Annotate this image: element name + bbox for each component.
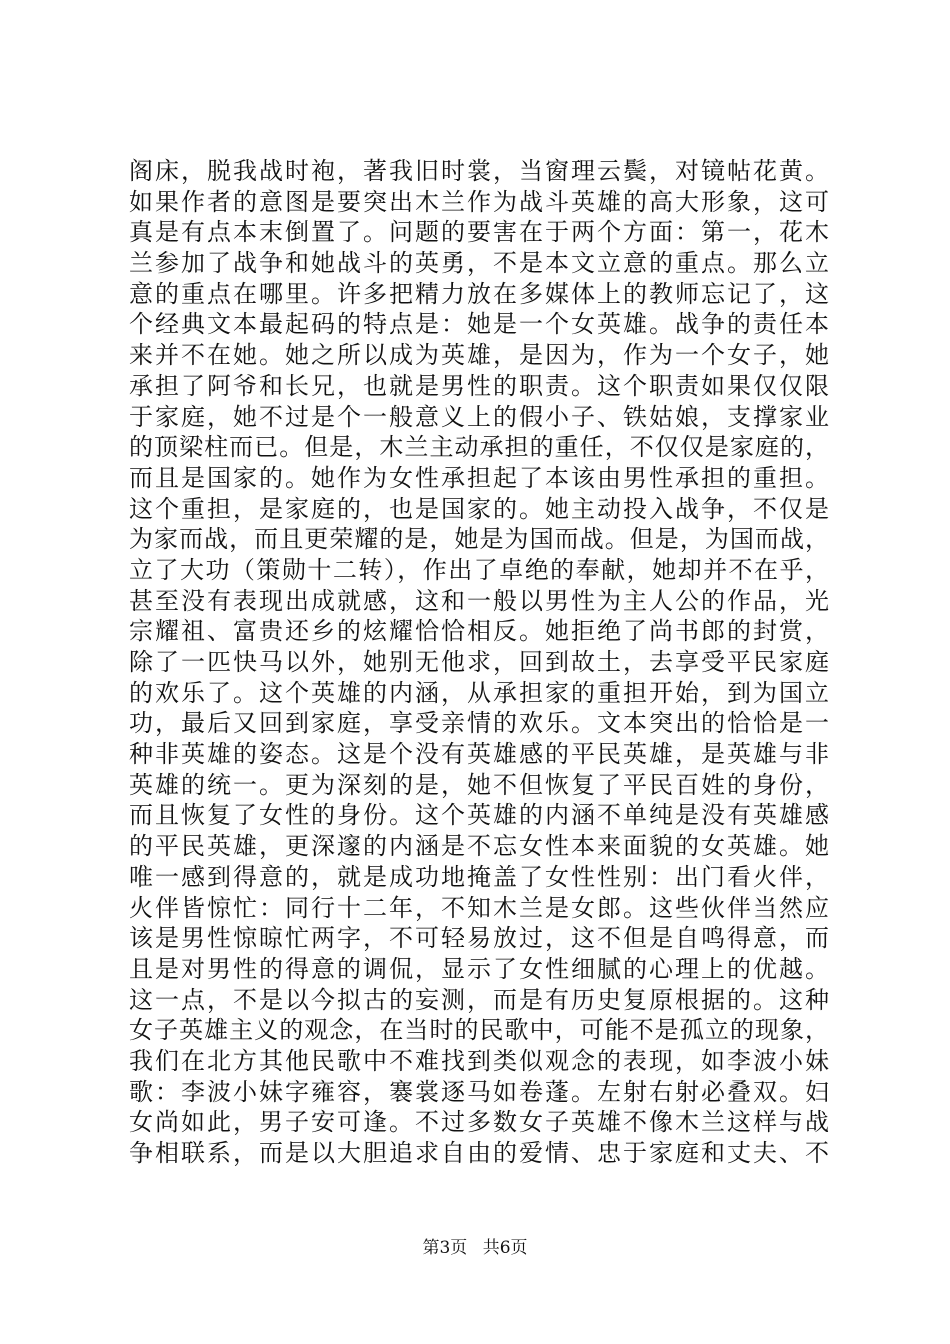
text-line: 唯一感到得意的，就是成功地掩盖了女性性别：出门看火伴， (129, 862, 829, 891)
text-line: 种非英雄的姿态。这是个没有英雄感的平民英雄，是英雄与非 (129, 740, 829, 769)
text-line: 除了一匹快马以外，她别无他求，回到故土，去享受平民家庭 (129, 648, 829, 676)
text-line: 而且恢复了女性的身份。这个英雄的内涵不单纯是没有英雄感 (129, 801, 829, 830)
text-line: 女子英雄主义的观念，在当时的民歌中，可能不是孤立的现象， (129, 1016, 829, 1045)
text-line: 个经典文本最起码的特点是：她是一个女英雄。战争的责任本 (129, 310, 829, 339)
text-line: 阁床，脱我战时袍，著我旧时裳，当窗理云鬓，对镜帖花黄。 (129, 157, 829, 185)
text-line: 我们在北方其他民歌中不难找到类似观念的表现，如李波小妹 (129, 1046, 829, 1075)
text-line: 宗耀祖、富贵还乡的炫耀恰恰相反。她拒绝了尚书郎的封赏， (129, 617, 829, 646)
text-line: 立了大功（策勋十二转），作出了卓绝的奉献，她却并不在乎， (129, 555, 829, 584)
text-line: 争相联系，而是以大胆追求自由的爱情、忠于家庭和丈夫、不 (129, 1139, 829, 1167)
text-line: 女尚如此，男子安可逢。不过多数女子英雄不像木兰这样与战 (129, 1108, 829, 1137)
page-footer (0, 1236, 950, 1260)
text-line: 火伴皆惊忙：同行十二年，不知木兰是女郎。这些伙伴当然应 (129, 893, 829, 922)
text-line: 来并不在她。她之所以成为英雄，是因为，作为一个女子，她 (129, 341, 829, 370)
text-line: 为家而战，而且更荣耀的是，她是为国而战。但是，为国而战， (129, 525, 829, 554)
text-line: 承担了阿爷和长兄，也就是男性的职责。这个职责如果仅仅限 (129, 371, 829, 400)
page-total: 共6页 (482, 1238, 528, 1258)
text-line: 如果作者的意图是要突出木兰作为战斗英雄的高大形象，这可 (129, 187, 829, 216)
text-line: 且是对男性的得意的调侃，显示了女性细腻的心理上的优越。 (129, 954, 829, 983)
text-line: 该是男性惊晾忙两字，不可轻易放过，这不但是自鸣得意，而 (129, 924, 829, 953)
text-line: 甚至没有表现出成就感，这和一般以男性为主人公的作品，光 (129, 586, 829, 615)
text-line: 于家庭，她不过是个一般意义上的假小子、铁姑娘，支撑家业 (129, 402, 829, 431)
text-line: 这个重担，是家庭的，也是国家的。她主动投入战争，不仅是 (129, 494, 829, 523)
text-line: 歌：李波小妹字雍容，褰裳逐马如卷蓬。左射右射必叠双。妇 (129, 1077, 829, 1106)
text-line: 的顶梁柱而已。但是，木兰主动承担的重任，不仅仅是家庭的， (129, 433, 829, 462)
text-line: 兰参加了战争和她战斗的英勇，不是本文立意的重点。那么立 (129, 249, 829, 278)
body-text (129, 156, 829, 1169)
text-line: 的平民英雄，更深邃的内涵是不忘女性本来面貌的女英雄。她 (129, 832, 829, 861)
text-line: 英雄的统一。更为深刻的是，她不但恢复了平民百姓的身份， (129, 770, 829, 799)
text-line: 意的重点在哪里。许多把精力放在多媒体上的教师忘记了，这 (129, 279, 829, 308)
text-line: 的欢乐了。这个英雄的内涵，从承担家的重担开始，到为国立 (129, 678, 829, 707)
text-line: 真是有点本末倒置了。问题的要害在于两个方面：第一，花木 (129, 218, 829, 247)
page-number: 第3页 (422, 1238, 468, 1258)
text-line: 功，最后又回到家庭，享受亲情的欢乐。文本突出的恰恰是一 (129, 709, 829, 738)
text-line: 而且是国家的。她作为女性承担起了本该由男性承担的重担。 (129, 463, 829, 492)
text-line: 这一点，不是以今拟古的妄测，而是有历史复原根据的。这种 (129, 985, 829, 1014)
